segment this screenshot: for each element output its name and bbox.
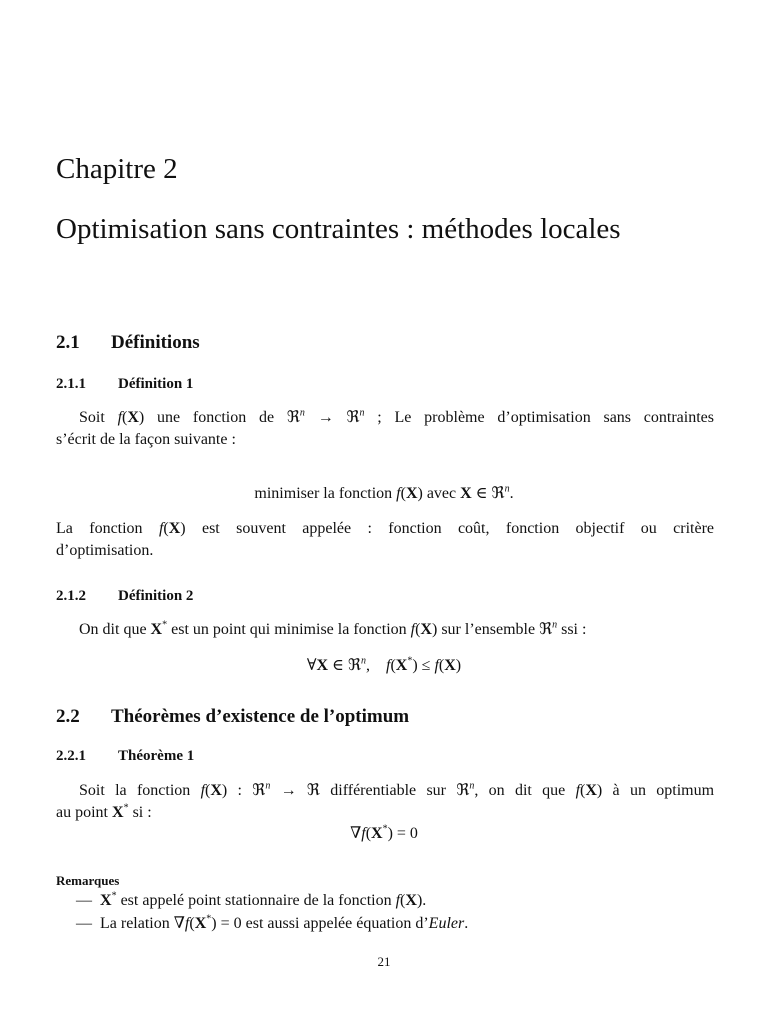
subsection-number: 2.2.1 (56, 748, 86, 764)
chapter-title: Optimisation sans contraintes : méthodes locales (56, 213, 621, 245)
paragraph-theorem-1-line-1: Soit la fonction f(X) : ℜ$^n$ → ℜ différentiable sur ℜ$^n$, on dit que f(X) à un optimum (79, 780, 715, 799)
section-number: 2.1 (56, 332, 80, 353)
paragraph-definition-1-line-1: Soit f(X) une fonction de ℜ$^n$ → ℜ$^n$ ; Le problème d’optimisation sans contraintes (79, 407, 715, 426)
remark-item-stationary-point: — X* est appelé point stationnaire de la fonction f(X). (76, 890, 427, 909)
section-title: Définitions (111, 332, 200, 353)
paragraph-cost-function-line-2: d’optimisation. (56, 542, 154, 559)
paragraph-theorem-1-line-2: au point X* si : (56, 802, 152, 821)
remarques-label: Remarques (56, 873, 120, 888)
remark-item-euler-equation: — La relation ∇f(X*) = 0 est aussi appelée équation d’Euler. (76, 913, 469, 932)
section-2-2-heading (56, 705, 409, 729)
subsection-title: Définition 2 (118, 588, 194, 604)
page-number: 21 (377, 954, 391, 969)
display-equation-minimum-condition: ∀X ∈ ℜ$^n$, f(X*) ≤ f(X) (306, 655, 462, 674)
display-equation-minimise: minimiser la fonction f(X) avec X ∈ ℜ$^n$. (254, 483, 514, 502)
section-2-1-heading (56, 331, 200, 355)
subsection-number: 2.1.1 (56, 376, 86, 392)
chapter-label: Chapitre 2 (56, 153, 178, 185)
paragraph-definition-1-line-2: s’écrit de la façon suivante : (56, 431, 236, 448)
paragraph-definition-2: On dit que X* est un point qui minimise la fonction f(X) sur l’ensemble ℜ$^n$ ssi : (79, 619, 587, 638)
paragraph-cost-function-line-1: La fonction f(X) est souvent appelée : fonction coût, fonction objectif ou critère (56, 520, 715, 537)
subsection-title: Théorème 1 (118, 748, 195, 764)
section-number: 2.2 (56, 706, 80, 727)
display-equation-gradient-zero: ∇f(X*) = 0 (350, 823, 418, 842)
subsection-2-1-1-heading (56, 374, 193, 394)
subsection-2-2-1-heading (56, 746, 194, 766)
section-title: Théorèmes d’existence de l’optimum (111, 706, 410, 727)
subsection-number: 2.1.2 (56, 588, 86, 604)
subsection-2-1-2-heading (56, 586, 193, 606)
subsection-title: Définition 1 (118, 376, 194, 392)
